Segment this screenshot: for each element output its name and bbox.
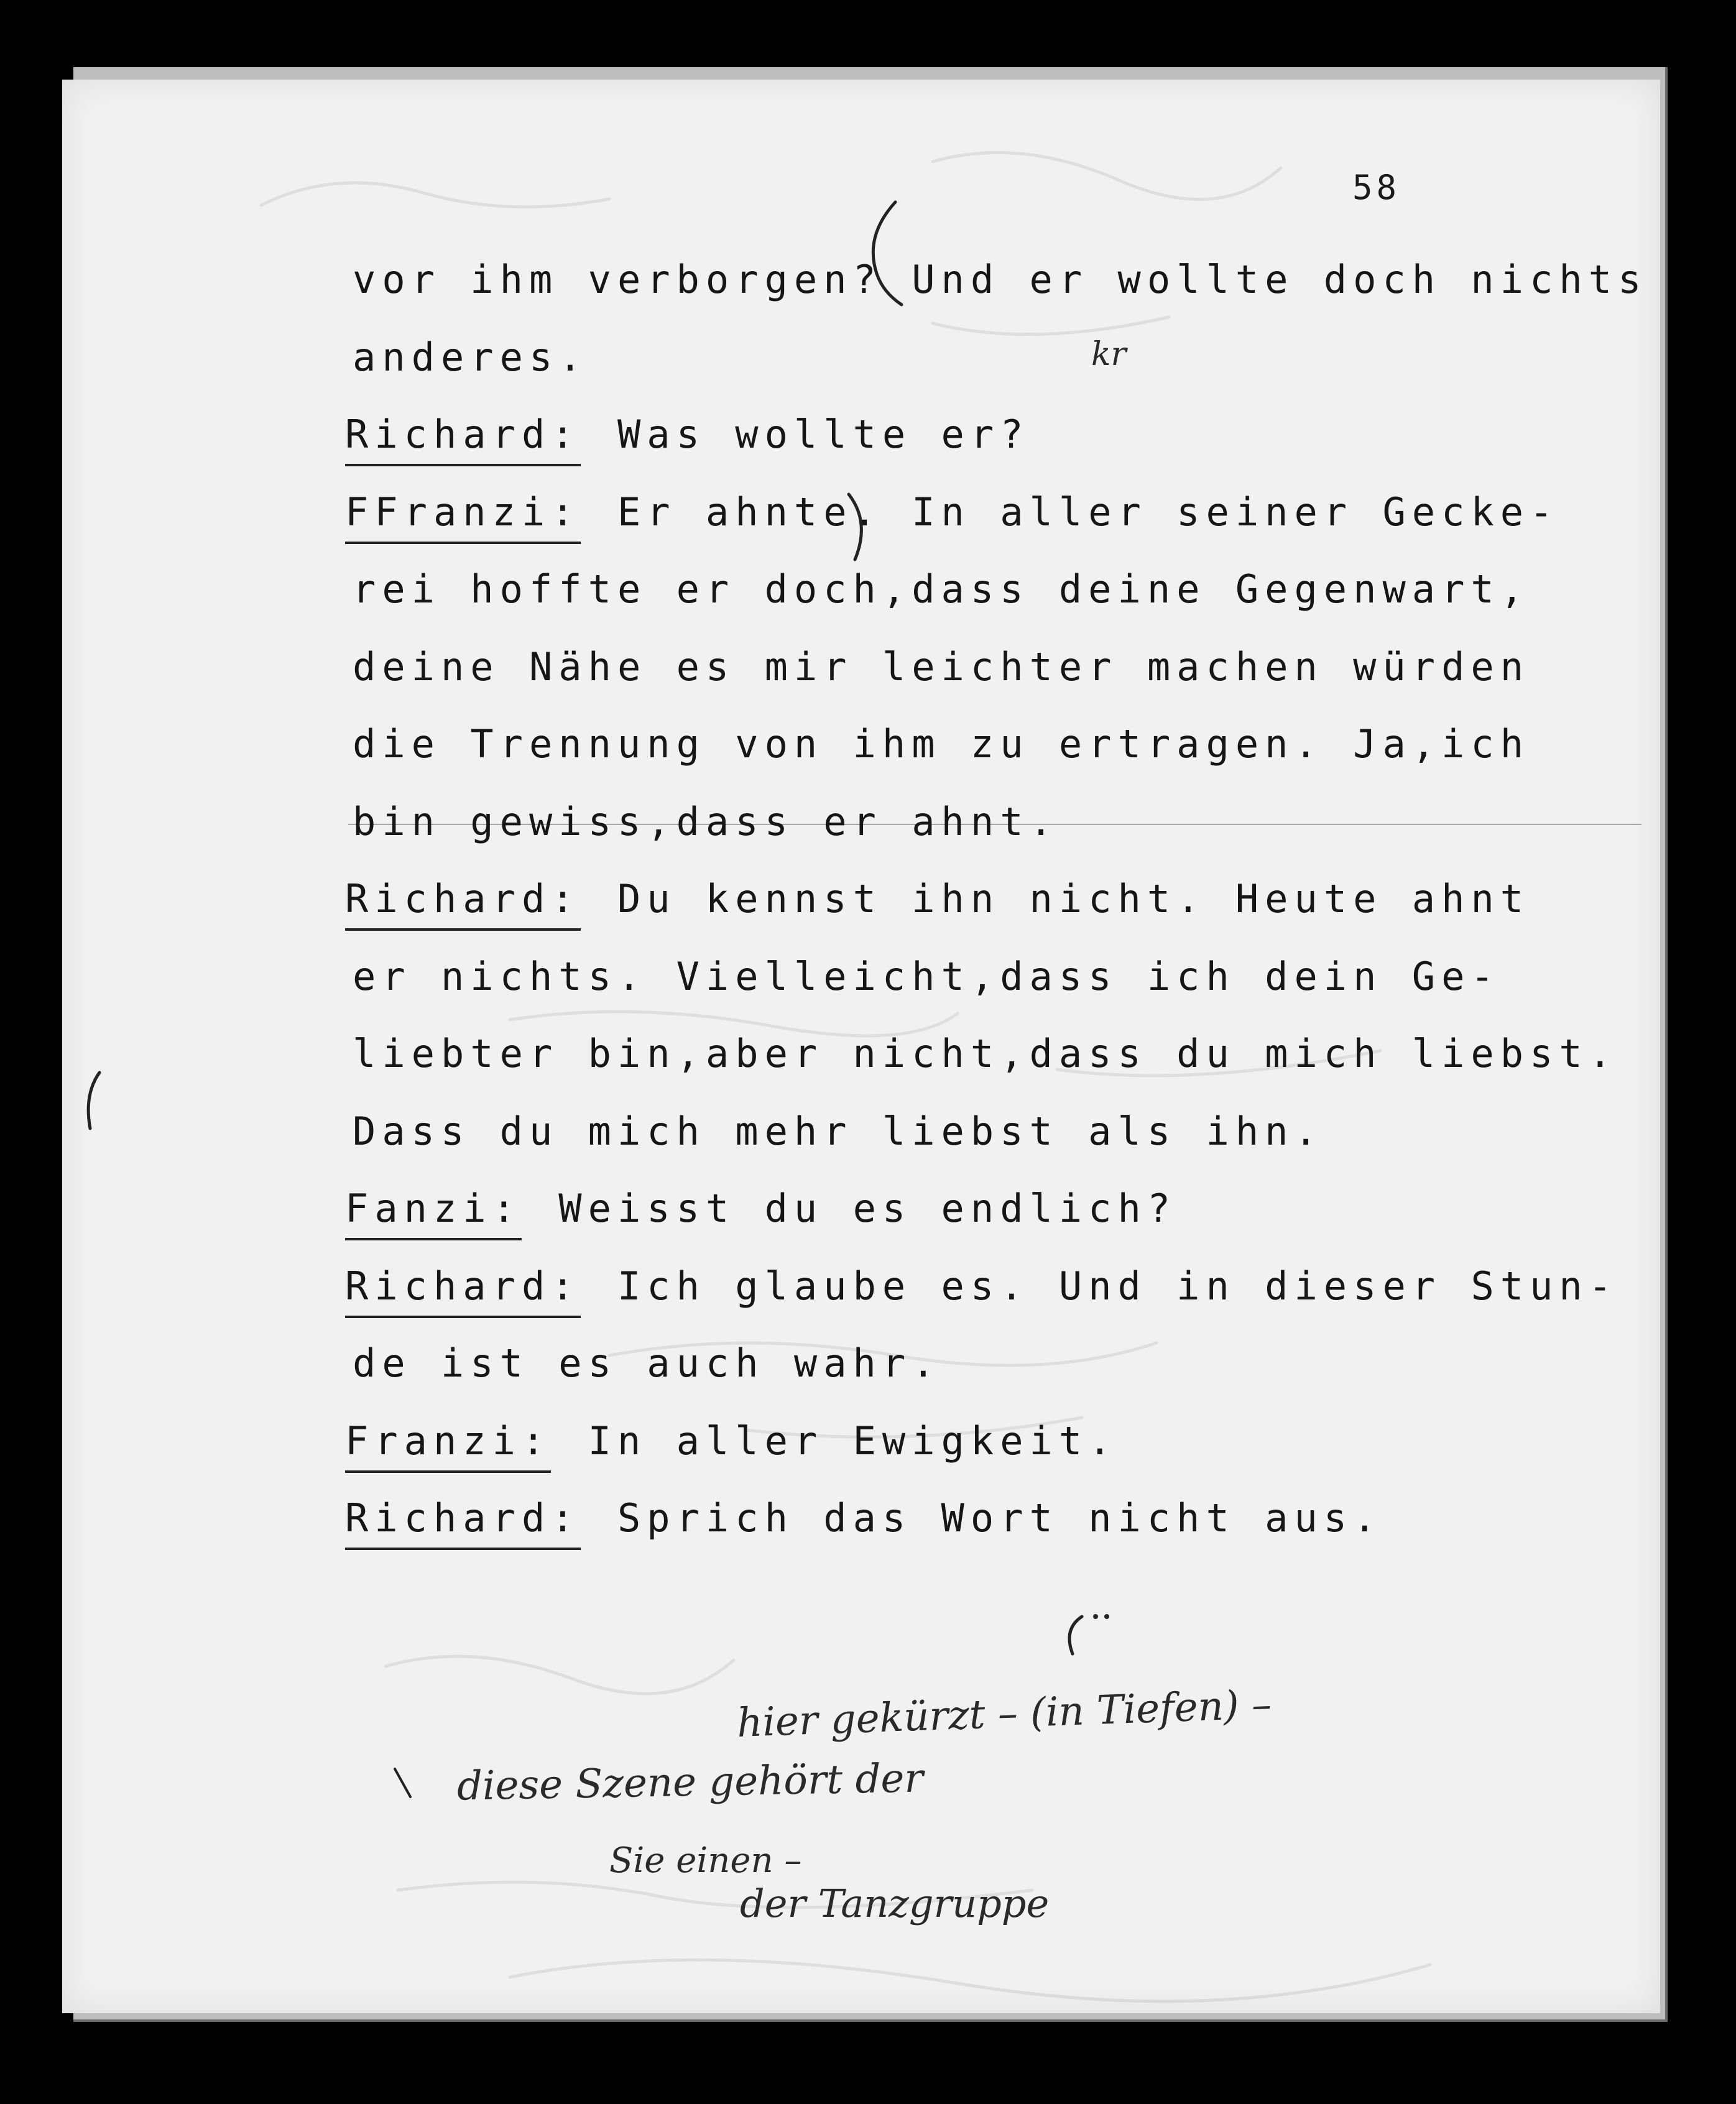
line-text: Was wollte er? — [617, 412, 1030, 457]
line-text: In aller Ewigkeit. — [588, 1418, 1118, 1464]
line-text: de ist es auch wahr. — [353, 1340, 941, 1386]
dialogue-bracket-mark — [1057, 1610, 1113, 1660]
text-line — [345, 1410, 1526, 1488]
text-line — [345, 636, 1530, 714]
text-line — [345, 481, 1559, 559]
margin-bracket-mark — [81, 1069, 106, 1132]
handwritten-note-2: diese Szene gehört der — [456, 1755, 924, 1810]
speaker-name: Fanzi: — [345, 1182, 522, 1240]
line-text: bin gewiss,dass er ahnt. — [353, 798, 1059, 844]
handwritten-margin-note: kr — [1091, 336, 1127, 373]
text-line — [345, 1178, 1526, 1255]
speaker-name: FFranzi: — [345, 486, 581, 544]
line-text: die Trennung von ihm zu ertragen. Ja,ich — [353, 721, 1530, 767]
typed-text-block — [345, 249, 1648, 1565]
text-line — [345, 868, 1530, 946]
text-line — [345, 249, 1648, 326]
text-line — [345, 404, 1526, 481]
line-text: Ich glaube es. Und in dieser Stun- — [617, 1263, 1618, 1309]
line-text: er nichts. Vielleicht,dass ich dein Ge- — [353, 953, 1500, 999]
speaker-name: Richard: — [345, 872, 581, 931]
line-text: Du kennst ihn nicht. Heute ahnt — [617, 876, 1530, 921]
handwritten-note-3: Sie einen – — [609, 1840, 802, 1881]
handwritten-note-1: hier gekürzt – (in Tiefen) – — [736, 1682, 1273, 1746]
bracket-mark-1 — [858, 199, 908, 311]
text-line — [345, 1255, 1618, 1333]
line-text: Weisst du es endlich? — [558, 1186, 1177, 1231]
line-text: vor ihm verborgen? Und er wollte doch nichts — [353, 257, 1648, 302]
handwritten-note-4: der Tanzgruppe — [740, 1881, 1050, 1926]
line-text: rei hoffte er doch,dass deine Gegenwart, — [353, 566, 1530, 612]
text-line — [345, 1332, 1526, 1410]
line-text: Sprich das Wort nicht aus. — [617, 1495, 1383, 1541]
speaker-name: Richard: — [345, 1260, 581, 1318]
text-line — [345, 1100, 1526, 1178]
line-text: liebter bin,aber nicht,dass du mich liebst. — [353, 1031, 1618, 1076]
text-line — [345, 946, 1526, 1023]
line-text: Dass du mich mehr liebst als ihn. — [353, 1108, 1324, 1154]
text-line — [345, 558, 1530, 636]
text-line — [345, 1487, 1526, 1565]
text-line — [345, 1023, 1618, 1100]
line-text: anderes. — [353, 334, 588, 380]
text-line — [345, 326, 1526, 404]
speaker-name: Richard: — [345, 408, 581, 466]
text-line — [345, 791, 1526, 869]
note-tick-mark — [392, 1766, 417, 1803]
line-text: Er ahnte. In aller seiner Gecke- — [617, 489, 1559, 535]
speaker-name: Franzi: — [345, 1414, 551, 1473]
text-line — [345, 713, 1530, 791]
speaker-name: Richard: — [345, 1492, 581, 1550]
bracket-mark-2 — [843, 491, 880, 566]
line-text: deine Nähe es mir leichter machen würden — [353, 644, 1530, 690]
page-number: 58 — [1352, 168, 1401, 207]
